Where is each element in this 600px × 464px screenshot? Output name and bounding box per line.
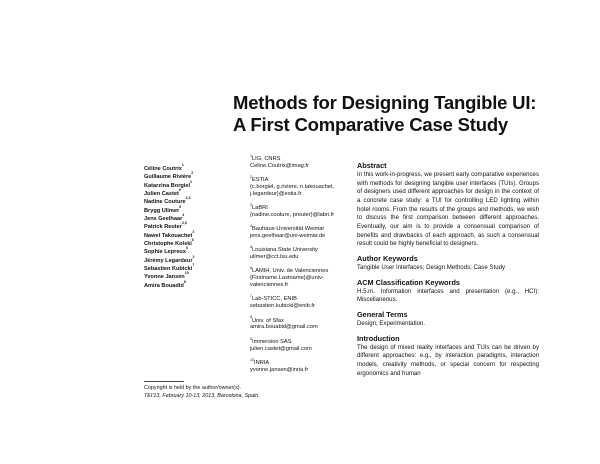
affiliation-institution: $^7$Lab-STICC, ENIB — [250, 294, 297, 303]
author-name: Guillaume Rivière$^2$ — [144, 171, 194, 181]
abstract-section — [357, 161, 539, 249]
affiliation-institution: $^3$LaBRI — [250, 202, 268, 212]
author-affiliation-marker: 6 — [185, 246, 188, 251]
affiliation-detail: ullmer@cct.lsu.edu — [250, 254, 299, 261]
author-affiliation-marker: 4 — [182, 212, 185, 217]
title-line-1: Methods for Designing Tangible UI: — [233, 92, 537, 113]
author-keywords-section — [357, 254, 539, 273]
general-terms-heading: General Terms — [357, 309, 408, 319]
affiliation-marker: 2 — [250, 174, 252, 179]
author-affiliation-marker: 6 — [191, 237, 194, 242]
affiliation-item — [250, 357, 350, 374]
affiliation-detail: amira.bouabid@gmail.com — [250, 324, 318, 331]
affiliation-item — [250, 268, 350, 289]
affiliation-item — [250, 247, 350, 261]
affiliation-marker: 4 — [250, 224, 252, 229]
affiliation-detail: Celine.Coutrix@imag.fr — [250, 162, 309, 169]
affiliation-institution: $^{10}$INRIA — [250, 357, 270, 366]
conference-line: TEI'13, February 10-13, 2013, Barcelona, Spain. — [144, 393, 260, 399]
affiliation-detail: {c.borgiel, g.riviere, n.takouachet, — [250, 184, 335, 191]
acm-classification-section — [357, 278, 539, 305]
abstract-body: In this work-in-progress, we present early comparative experiences with methods for designing tangible user interfaces (TUIs). Groups of designers used different approaches for design in the context of a concrete case study: a TUI for controlling LED lighting within hotel rooms. From the results of the groups and methods, we wish to discuss the first comparison between different approaches. Eventually, our aim is to provide a consensual comparison of benefits and drawbacks of each approach, as such a consensual result could be highly beneficial to designers. — [357, 171, 539, 248]
author-name: Amira Bouadid$^8$ — [144, 279, 186, 289]
author-name: Céline Coutrix$^1$ — [144, 162, 184, 172]
affiliation-detail: {Firstname.Lastname}@univ- — [250, 275, 324, 282]
copyright-divider — [144, 381, 184, 382]
author-affiliation-marker: 8 — [183, 279, 186, 284]
author-name: Nawel Takouachet$^2$ — [144, 229, 195, 239]
main-column — [357, 161, 539, 378]
author-affiliation-marker: 2,3 — [185, 196, 191, 201]
author-affiliation-marker: 5 — [179, 204, 182, 209]
author-name: Patrick Reuter$^{2,3}$ — [144, 221, 187, 231]
affiliation-detail: valenciennes.fr — [250, 282, 289, 289]
author-name: Julien Castet$^9$ — [144, 187, 181, 198]
introduction-section — [357, 334, 539, 379]
introduction-body: The design of mixed reality interfaces and TUIs can be driven by different approaches: e.g., by interaction paradigms, interaction models, creativity methods, or special concern for respecting ergonomics and human — [357, 343, 539, 377]
affiliation-marker: 1 — [250, 153, 252, 158]
affiliation-list — [250, 153, 350, 381]
author-name: Yvonne Jansen$^{10}$ — [144, 271, 189, 281]
affiliation-institution: $^1$LIG, CNRS — [250, 153, 281, 162]
title-line-2: A First Comparative Case Study — [233, 114, 509, 135]
author-keywords-body: Tangible User Interfaces; Design Methods; Case Study — [357, 263, 506, 271]
author-name: Nadine Couture$^{2,3}$ — [144, 196, 191, 206]
affiliation-marker: 10 — [250, 357, 254, 362]
copyright-notice — [144, 384, 324, 400]
affiliation-item — [250, 226, 350, 240]
author-affiliation-marker: 2 — [192, 229, 195, 234]
affiliation-item — [250, 336, 350, 353]
author-affiliation-marker: 1 — [190, 179, 193, 184]
affiliation-institution: $^9$Immersion SAS — [250, 336, 292, 345]
acm-classification-body: H.5.m. Information interfaces and presentation (e.g., HCI): Miscellaneous. — [357, 287, 539, 304]
affiliation-marker: 5 — [250, 245, 252, 250]
author-affiliation-marker: 2,3 — [181, 221, 187, 226]
affiliation-detail: j.legardeur}@estia.fr — [250, 190, 302, 197]
author-name: Jens Geelhaar$^4$ — [144, 212, 185, 223]
introduction-heading: Introduction — [357, 333, 400, 343]
affiliation-marker: 7 — [250, 294, 252, 299]
author-affiliation-marker: 10 — [184, 271, 189, 276]
general-terms-section — [357, 310, 539, 329]
affiliation-item — [250, 315, 350, 332]
affiliation-marker: 9 — [250, 336, 252, 341]
author-name: Sebastien Kubicki$^7$ — [144, 262, 195, 273]
affiliation-marker: 3 — [250, 202, 252, 207]
author-name: Jérémy Legardeur$^2$ — [144, 254, 195, 264]
affiliation-detail: sebastien.kubicki@enib.fr — [250, 303, 315, 310]
affiliation-institution: $^6$LAMIH, Univ. de Valenciennes — [250, 266, 329, 275]
copyright-line: Copyright is held by the author/owner(s). — [144, 385, 242, 391]
affiliation-institution: $^2$ESTIA — [250, 174, 269, 184]
affiliation-institution: $^8$Univ. of Sfax — [250, 315, 284, 324]
abstract-heading: Abstract — [357, 161, 387, 170]
affiliation-detail: yvonne.jansen@inria.fr — [250, 366, 309, 373]
affiliation-detail: {nadine.couture, preuter}@labri.fr — [250, 212, 335, 219]
affiliation-detail: julien.castet@gmail.com — [250, 345, 312, 352]
author-affiliation-marker: 1 — [181, 162, 184, 167]
author-name: Christophe Kolski$^6$ — [144, 237, 194, 248]
general-terms-body: Design, Experimentation. — [357, 319, 426, 327]
author-list — [144, 162, 240, 290]
author-name: Brygg Ullmer$^5$ — [144, 204, 182, 214]
affiliation-institution: $^4$Bauhaus-Universität Weimar — [250, 224, 325, 233]
affiliation-marker: 8 — [250, 315, 252, 320]
author-affiliation-marker: 2 — [191, 171, 194, 176]
author-affiliation-marker: 7 — [192, 262, 195, 267]
author-keywords-heading: Author Keywords — [357, 253, 418, 263]
affiliation-item — [250, 296, 350, 310]
author-affiliation-marker: 9 — [178, 187, 181, 192]
paper-title — [233, 92, 536, 136]
affiliation-institution: $^5$Louisiana State University — [250, 245, 318, 254]
affiliation-detail: jens.geelhaar@uni-weimar.de — [250, 233, 326, 240]
affiliation-marker: 6 — [250, 266, 252, 271]
affiliation-item — [250, 174, 350, 198]
affiliation-item — [250, 202, 350, 219]
author-affiliation-marker: 2 — [192, 254, 195, 259]
author-name: Sophie Lepreux$^6$ — [144, 246, 188, 256]
affiliation-item — [250, 153, 350, 170]
author-name: Katarzina Borgiel$^1$ — [144, 179, 193, 189]
acm-classification-heading: ACM Classification Keywords — [357, 277, 460, 287]
